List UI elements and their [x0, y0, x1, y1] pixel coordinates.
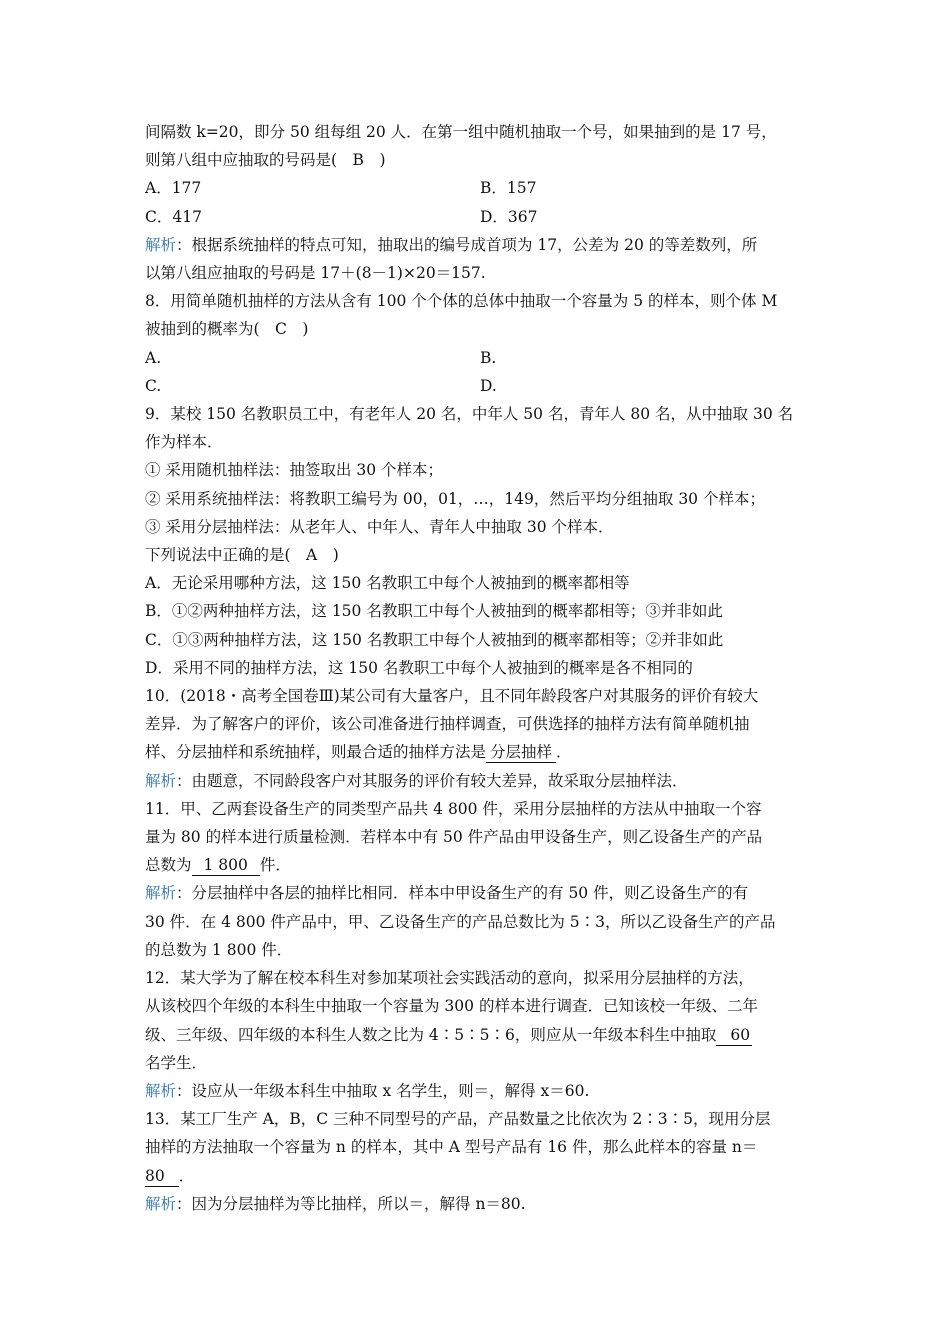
q9-option-a: A．无论采用哪种方法，这 150 名教职工中每个人被抽到的概率都相等	[145, 574, 630, 593]
q8-option-d: D.	[480, 376, 497, 395]
q7-line1: 间隔数 k=20，即分 50 组每组 20 人．在第一组中随机抽取一个号，如果抽到的是 17 号，	[145, 123, 777, 141]
q10-line1: 10．(2018・高考全国卷Ⅲ)某公司有大量客户，且不同年龄段客户对其服务的评价有较大	[145, 687, 759, 706]
q9-line2: 作为样本．	[145, 433, 223, 452]
q9-option-d: D．采用不同的抽样方法，这 150 名教职工中每个人被抽到的概率是各不相同的	[145, 658, 693, 677]
q13-solution-line1	[145, 1190, 815, 1218]
document-page	[145, 118, 815, 1218]
q12-line3-text: 级、三年级、四年级的本科生人数之比为 4∶5∶5∶6，则应从一年级本科生中抽取	[145, 1025, 717, 1044]
q9-item1: ① 采用随机抽样法：抽签取出 30 个样本；	[145, 461, 444, 480]
solution-label: 解析	[145, 884, 177, 903]
q7-option-d: D．367	[480, 207, 538, 226]
q7-option-a: A．177	[145, 179, 202, 198]
q12-answer-blank: 60	[716, 1025, 752, 1046]
q13-line3	[145, 1162, 815, 1190]
q11-line1: 11．甲、乙两套设备生产的同类型产品共 4 800 件，采用分层抽样的方法从中抽取一个容	[145, 799, 762, 818]
q7-line2: 则第八组中应抽取的号码是( B )	[145, 151, 386, 170]
q13-answer-blank: 80	[145, 1166, 179, 1187]
q10-answer-blank: 分层抽样	[486, 742, 556, 763]
q11-solution-line1	[145, 879, 815, 907]
q7-options-row2	[145, 203, 815, 231]
q12-line4: 名学生．	[145, 1053, 208, 1072]
q7-solution-line1	[145, 231, 815, 259]
q7-options-row1	[145, 174, 815, 202]
solution-label: 解析	[145, 235, 177, 254]
q11-solution-text1: ：分层抽样中各层的抽样比相同．样本中甲设备生产的有 50 件，则乙设备生产的有	[176, 884, 749, 903]
q8-options-row2	[145, 372, 815, 400]
q12-line1: 12．某大学为了解在校本科生对参加某项社会实践活动的意向，拟采用分层抽样的方法，	[145, 969, 754, 988]
q13-line3-end: ．	[178, 1166, 195, 1185]
q13-solution-text1: ：因为分层抽样为等比抽样，所以＝，解得 n＝80.	[176, 1194, 526, 1213]
q10-line3-end: ．	[556, 743, 572, 762]
solution-label: 解析	[145, 1194, 177, 1213]
q11-solution-line3: 的总数为 1 800 件．	[145, 940, 293, 959]
q9-option-c: C．①③两种抽样方法，这 150 名教职工中每个人被抽到的概率都相等；②并非如此	[145, 630, 724, 649]
q13-line2: 抽样的方法抽取一个容量为 n 的样本，其中 A 型号产品有 16 件，那么此样本的容量 n＝	[145, 1138, 758, 1157]
q9-item2: ② 采用系统抽样法：将教职工编号为 00，01，…，149，然后平均分组抽取 30 个样本；	[145, 489, 765, 508]
q12-line2: 从该校四个年级的本科生中抽取一个容量为 300 的样本进行调查．已知该校一年级、二年	[145, 997, 758, 1016]
q10-solution-line1	[145, 767, 815, 795]
q9-question: 下列说法中正确的是( A )	[145, 546, 339, 565]
q12-solution-text1: ：设应从一年级本科生中抽取 x 名学生，则＝，解得 x＝60.	[176, 1081, 590, 1100]
q10-line3-text: 样、分层抽样和系统抽样，则最合适的抽样方法是	[145, 743, 487, 762]
q11-line3-end: 件．	[259, 856, 291, 875]
q11-line3-text: 总数为	[145, 856, 192, 875]
q11-solution-line2: 30 件．在 4 800 件产品中，甲、乙设备生产的产品总数比为 5∶3，所以乙设备生产的产品	[145, 912, 776, 931]
q11-answer-blank: 1 800	[192, 855, 260, 876]
q7-solution-text1: ：根据系统抽样的特点可知，抽取出的编号成首项为 17，公差为 20 的等差数列，所	[176, 235, 758, 254]
q13-line1: 13．某工厂生产 A，B，C 三种不同型号的产品，产品数量之比依次为 2∶3∶5，现用分层	[145, 1110, 771, 1129]
solution-label: 解析	[145, 771, 177, 790]
q8-option-a: A.	[145, 348, 162, 367]
q12-solution-line1	[145, 1077, 815, 1105]
q12-line3	[145, 1021, 815, 1049]
q7-option-c: C．417	[145, 207, 202, 226]
q10-line3	[145, 738, 815, 766]
q11-line3	[145, 851, 815, 879]
q8-option-b: B.	[480, 348, 497, 367]
solution-label: 解析	[145, 1081, 177, 1100]
q9-option-b: B．①②两种抽样方法，这 150 名教职工中每个人被抽到的概率都相等；③并非如此	[145, 602, 723, 621]
q8-option-c: C.	[145, 376, 162, 395]
q10-solution-text1: ：由题意，不同龄段客户对其服务的评价有较大差异，故采取分层抽样法．	[176, 771, 688, 790]
q8-options-row1	[145, 344, 815, 372]
q9-item3: ③ 采用分层抽样法：从老年人、中年人、青年人中抽取 30 个样本．	[145, 517, 614, 536]
q7-solution-line2: 以第八组应抽取的号码是 17＋(8－1)×20＝157.	[145, 264, 486, 283]
q11-line2: 量为 80 的样本进行质量检测．若样本中有 50 件产品由甲设备生产，则乙设备生产的产品	[145, 828, 763, 847]
q9-line1: 9．某校 150 名教职员工中，有老年人 20 名，中年人 50 名，青年人 80 名，从中抽取 30 名	[145, 405, 794, 424]
q7-option-b: B．157	[480, 179, 537, 198]
q8-line2: 被抽到的概率为( C )	[145, 320, 309, 339]
q10-line2: 差异．为了解客户的评价，该公司准备进行抽样调查，可供选择的抽样方法有简单随机抽	[145, 715, 750, 734]
q8-line1: 8．用简单随机抽样的方法从含有 100 个个体的总体中抽取一个容量为 5 的样本，则个体 M	[145, 292, 778, 311]
